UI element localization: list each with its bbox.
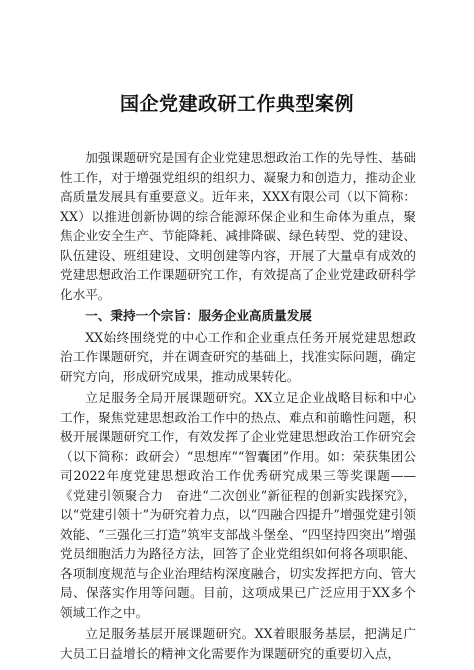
intro-paragraph: 加强课题研究是国有企业党建思想政治工作的先导性、基础性工作，对于增强党组织的组织力、凝聚力和创造力，推动企业高质量发展具有重要意义。近年来，XXX有限公司（以下简称：XX）以推进创新协调的综合能源环保企业和生命体为重点，聚焦企业安全生产、节能降耗、减排降碳、绿色转型、党的建设、队伍建设、班组建设、文明创建等内容，开展了大量卓有成效的党建思想政治工作课题研究工作，有效提高了企业党建政研科学化水平。 xyxy=(60,150,416,302)
section-1-paragraph-3: 立足服务基层开展课题研究。XX着眼服务基层，把满足广大员工日益增长的精神文化需要作为课题研究的重要切入点， xyxy=(60,626,416,661)
section-1-paragraph-1: XX始终围绕党的中心工作和企业重点任务开展党建思想政治工作课题研究，并在调查研究的基础上，找准实际问题，确定研究方向，形成研究成果，推动成果转化。 xyxy=(60,329,416,384)
section-1-paragraph-2: 立足服务全局开展课题研究。XX立足企业战略目标和中心工作，聚焦党建思想政治工作中的热点、难点和前瞻性问题，积极开展课题研究工作，有效发挥了企业党建思想政治工作研究会（以下简称：政研会）“思想库”“智囊团”作用。如：荣获集团公司2022年度党建思想政治工作优秀研究成果三等奖课题——《党建引领聚合力 奋进“二次创业”新征程的创新实践探究》，以“党建引领十”为研究着力点，以“四融合四提升”增强党建引领效能、“三强化三打造”筑牢支部战斗堡垒、“四坚持四突出”增强党员细胞活力为路径方法，回答了企业党组织如何将各项职能、各项制度规范与企业治理结构深度融合，切实发挥把方向、管大局、保落实作用等问题。目前，这项成果已广泛应用于XX多个领域工作之中。 xyxy=(60,390,416,620)
document-title: 国企党建政研工作典型案例 xyxy=(119,93,354,115)
section-1-heading: 一、秉持一个宗旨：服务企业高质量发展 xyxy=(85,308,312,323)
document-body xyxy=(60,148,416,665)
